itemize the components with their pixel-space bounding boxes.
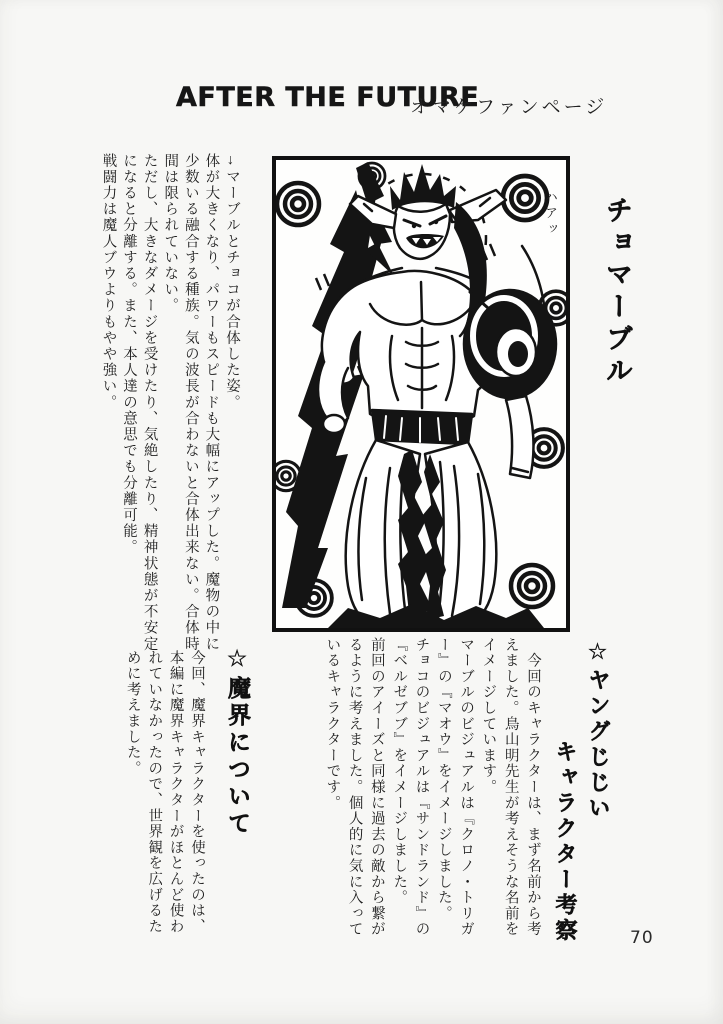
notes-column: いるキャラクターです。 xyxy=(324,637,341,811)
notes-column: ー』の『マオウ』をイメージしました。 xyxy=(435,637,452,922)
character-notes-text xyxy=(318,637,544,975)
section-heading-character-notes xyxy=(544,640,614,960)
character-profile-text xyxy=(96,153,242,675)
profile-column: になると分離する。また、本人達の意思でも分離可能。 xyxy=(121,153,138,556)
notes-column: マーブルのビジュアルは『クロノ・トリガ xyxy=(458,637,475,938)
notes-column: えました。鳥山明先生が考えそうな名前を xyxy=(502,637,519,938)
page-number: 70 xyxy=(630,928,654,948)
profile-column: 体が大きくなり、パワーもスピードも大幅にアップした。魔物の中に xyxy=(203,153,220,653)
makai-column: 今回、魔界キャラクターを使ったのは、 xyxy=(189,650,205,935)
waist-sash xyxy=(372,410,472,444)
makai-text xyxy=(120,650,207,982)
sound-effect-text: ハアッ xyxy=(543,190,558,238)
makai-column: めに考えました。 xyxy=(124,650,141,777)
profile-column: 戦闘力は魔人ブウよりもやや強い。 xyxy=(100,153,117,411)
manga-illustration xyxy=(272,156,570,632)
notes-column: るように考えました。個人的に気に入って xyxy=(346,637,363,938)
makai-column: れていなかったので、世界観を広げるた xyxy=(146,650,163,935)
profile-column: 間は限られていない。 xyxy=(162,153,179,314)
manga-illustration-panel xyxy=(272,156,570,632)
makai-column: 本編に魔界キャラクターがほとんど使わ xyxy=(167,650,184,935)
profile-column: ただし、大きなダメージを受けたり、気絶したり、精神状態が不安定 xyxy=(141,153,158,653)
section-heading-makai: ☆魔界について xyxy=(224,646,250,838)
notes-column: 『ベルゼブブ』をイメージしました。 xyxy=(391,637,408,906)
profile-column: →マーブルとチョコが合体した姿。 xyxy=(224,153,240,411)
page-title-japanese: オマケファンページ xyxy=(410,97,608,118)
notes-column: チョコのビジュアルは『サンドランド』の xyxy=(413,637,430,938)
heading-line: ☆ヤングじじい xyxy=(585,640,610,822)
notes-column: 前回のアイーズと同様に過去の敵から繋が xyxy=(368,637,385,938)
notes-column: イメージしています。 xyxy=(480,637,497,795)
character-name-title: チョマーブル xyxy=(601,196,632,388)
profile-column: 少数いる融合する種族。気の波長が合わないと合体出来ない。合体時 xyxy=(182,153,199,653)
notes-column: 今回のキャラクターは、まず名前から考 xyxy=(525,637,541,938)
page-title-english: AFTER THE FUTURE xyxy=(176,82,480,113)
heading-line: キャラクター考察 xyxy=(552,740,577,944)
